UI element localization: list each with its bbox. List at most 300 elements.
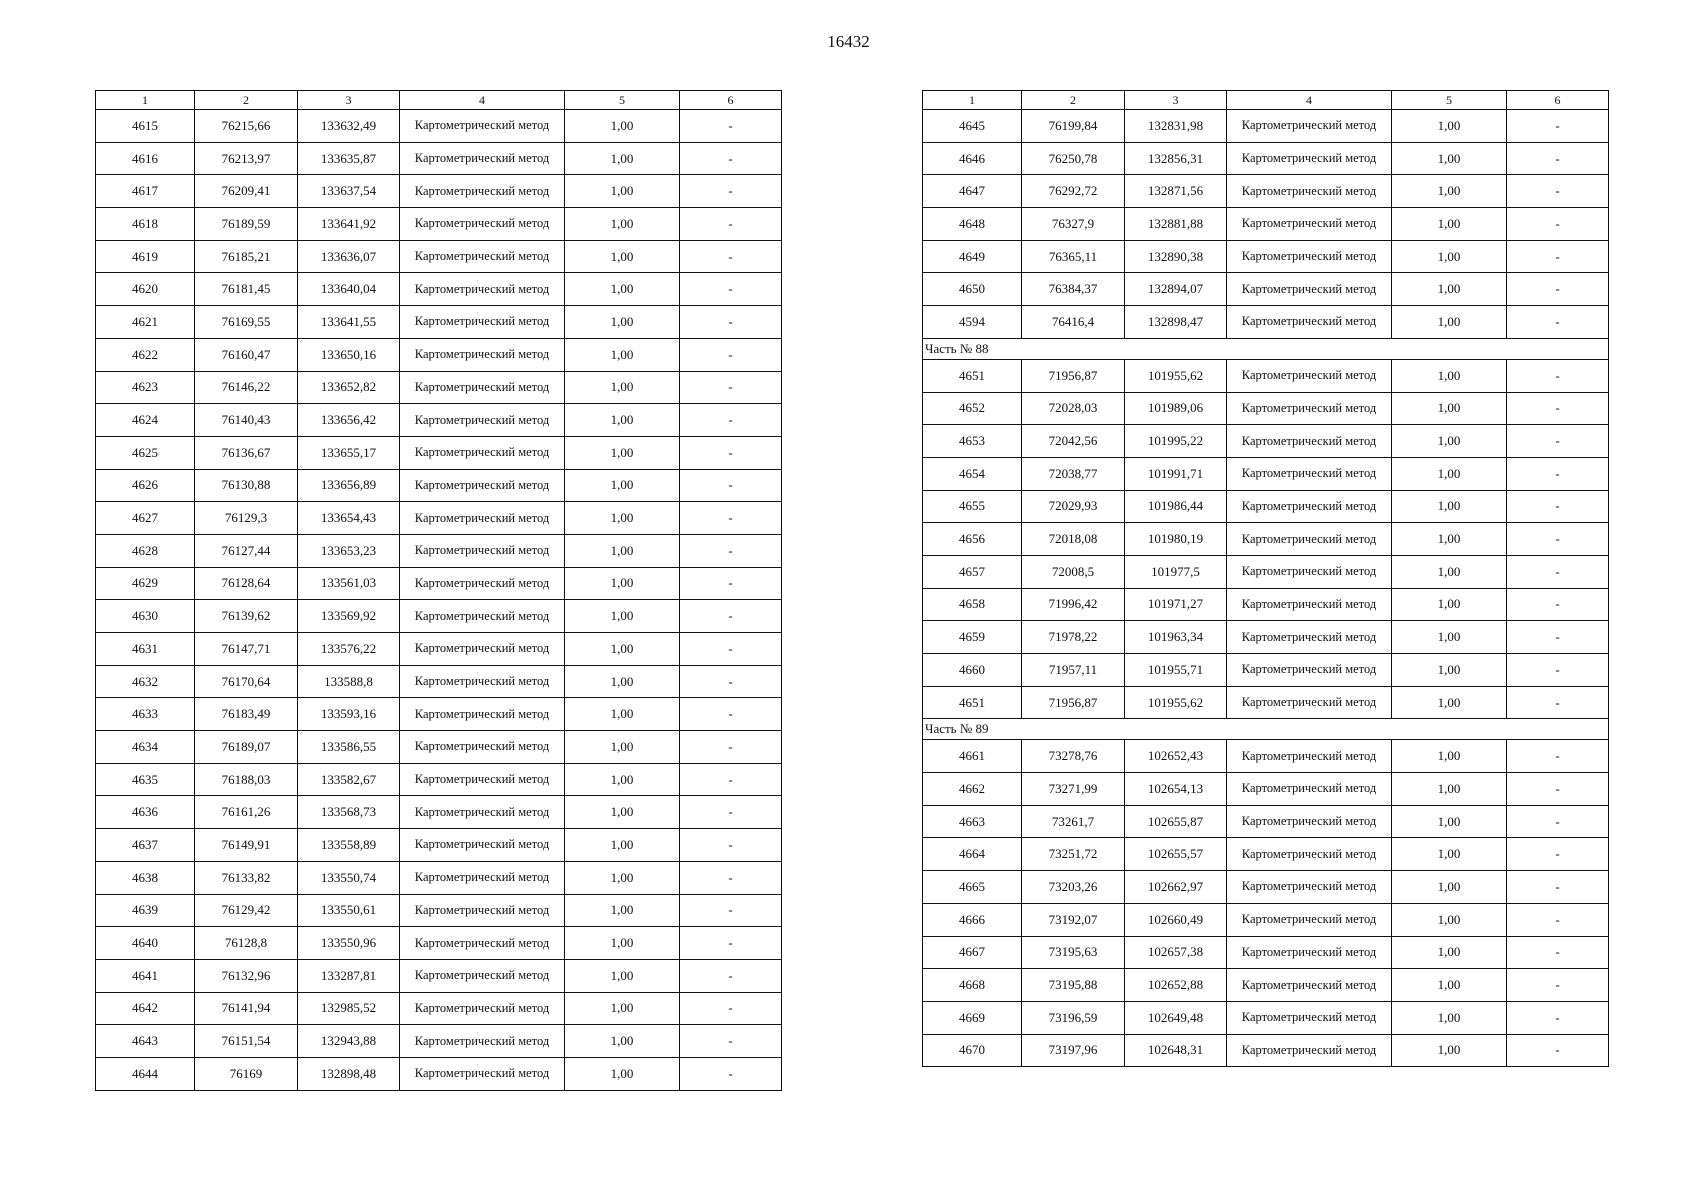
table-cell: 4650 (923, 273, 1022, 306)
table-cell: 4624 (96, 404, 195, 437)
table-cell: 76185,21 (195, 240, 298, 273)
table-row (96, 633, 782, 666)
table-cell: - (1507, 392, 1609, 425)
column-header: 2 (1022, 91, 1125, 110)
table-cell: 133550,74 (298, 861, 400, 894)
table-row (923, 392, 1609, 425)
table-cell: 1,00 (1392, 621, 1507, 654)
table-cell: Картометрический метод (1227, 457, 1392, 490)
table-cell: 133561,03 (298, 567, 400, 600)
table-cell: 132890,38 (1125, 240, 1227, 273)
table-cell: - (680, 600, 782, 633)
table-cell: 72018,08 (1022, 523, 1125, 556)
table-row (96, 763, 782, 796)
table-cell: 4645 (923, 110, 1022, 143)
table-cell: 76213,97 (195, 142, 298, 175)
table-cell: - (1507, 555, 1609, 588)
table-cell: 1,00 (1392, 588, 1507, 621)
table-cell: 4662 (923, 773, 1022, 806)
table-row (923, 969, 1609, 1002)
table-cell: 76147,71 (195, 633, 298, 666)
table-cell: - (680, 894, 782, 927)
table-cell: - (680, 829, 782, 862)
column-header: 4 (1227, 91, 1392, 110)
table-row (96, 469, 782, 502)
table-row (923, 1001, 1609, 1034)
table-cell: 4620 (96, 273, 195, 306)
table-row (96, 142, 782, 175)
table-row (923, 208, 1609, 241)
table-cell: Картометрический метод (1227, 306, 1392, 339)
table-cell: 76189,59 (195, 208, 298, 241)
table-cell: 73195,63 (1022, 936, 1125, 969)
table-cell: 4635 (96, 763, 195, 796)
table-cell: - (680, 1025, 782, 1058)
table-cell: Картометрический метод (400, 1025, 565, 1058)
table-cell: 1,00 (1392, 969, 1507, 1002)
table-cell: 101963,34 (1125, 621, 1227, 654)
table-cell: - (1507, 110, 1609, 143)
table-cell: 1,00 (565, 502, 680, 535)
table-header-row (923, 91, 1609, 110)
table-cell: - (680, 469, 782, 502)
table-cell: - (1507, 805, 1609, 838)
table-cell: 1,00 (1392, 936, 1507, 969)
table-cell: 1,00 (1392, 306, 1507, 339)
table-cell: Картометрический метод (400, 306, 565, 339)
table-cell: 132943,88 (298, 1025, 400, 1058)
table-row (923, 175, 1609, 208)
table-cell: 4621 (96, 306, 195, 339)
table-cell: 1,00 (565, 175, 680, 208)
table-cell: 101971,27 (1125, 588, 1227, 621)
table-cell: 76149,91 (195, 829, 298, 862)
table-cell: 101989,06 (1125, 392, 1227, 425)
table-cell: 1,00 (565, 404, 680, 437)
table-cell: 1,00 (1392, 208, 1507, 241)
table-cell: Картометрический метод (400, 567, 565, 600)
table-cell: 4632 (96, 665, 195, 698)
table-cell: Картометрический метод (1227, 903, 1392, 936)
table-cell: Картометрический метод (1227, 686, 1392, 719)
table-cell: Картометрический метод (400, 600, 565, 633)
table-cell: - (1507, 654, 1609, 687)
table-cell: 4637 (96, 829, 195, 862)
table-row (923, 490, 1609, 523)
table-cell: Картометрический метод (400, 665, 565, 698)
table-cell: 76151,54 (195, 1025, 298, 1058)
table-cell: 132856,31 (1125, 142, 1227, 175)
part-heading: Часть № 89 (923, 719, 1609, 740)
table-cell: 73261,7 (1022, 805, 1125, 838)
table-cell: 72028,03 (1022, 392, 1125, 425)
table-cell: 4638 (96, 861, 195, 894)
table-cell: Картометрический метод (400, 469, 565, 502)
table-cell: 76199,84 (1022, 110, 1125, 143)
table-cell: 1,00 (565, 436, 680, 469)
table-cell: Картометрический метод (400, 992, 565, 1025)
table-cell: 101977,5 (1125, 555, 1227, 588)
table-cell: 4627 (96, 502, 195, 535)
table-row (923, 805, 1609, 838)
table-cell: - (680, 142, 782, 175)
table-cell: 1,00 (565, 959, 680, 992)
table-cell: 1,00 (565, 567, 680, 600)
table-cell: - (1507, 523, 1609, 556)
table-cell: 102655,87 (1125, 805, 1227, 838)
table-cell: - (680, 273, 782, 306)
table-cell: Картометрический метод (1227, 110, 1392, 143)
table-cell: Картометрический метод (1227, 490, 1392, 523)
table-cell: 133637,54 (298, 175, 400, 208)
table-cell: - (680, 371, 782, 404)
table-cell: 4630 (96, 600, 195, 633)
table-cell: 1,00 (1392, 1001, 1507, 1034)
table-cell: Картометрический метод (400, 273, 565, 306)
table-row (923, 686, 1609, 719)
table-cell: 76132,96 (195, 959, 298, 992)
table-cell: 1,00 (1392, 838, 1507, 871)
table-cell: 133636,07 (298, 240, 400, 273)
table-cell: 4651 (923, 359, 1022, 392)
table-cell: 76136,67 (195, 436, 298, 469)
table-cell: 4640 (96, 927, 195, 960)
table-cell: 1,00 (565, 371, 680, 404)
table-cell: 4644 (96, 1057, 195, 1090)
table-row (923, 903, 1609, 936)
table-cell: Картометрический метод (400, 763, 565, 796)
table-cell: 102652,88 (1125, 969, 1227, 1002)
table-cell: 1,00 (1392, 392, 1507, 425)
column-header: 2 (195, 91, 298, 110)
table-cell: 73251,72 (1022, 838, 1125, 871)
table-cell: 4663 (923, 805, 1022, 838)
table-cell: 133588,8 (298, 665, 400, 698)
table-row (96, 273, 782, 306)
table-cell: 4664 (923, 838, 1022, 871)
table-cell: 1,00 (1392, 425, 1507, 458)
table-cell: 73271,99 (1022, 773, 1125, 806)
table-cell: 4629 (96, 567, 195, 600)
table-cell: Картометрический метод (1227, 175, 1392, 208)
table-cell: Картометрический метод (400, 338, 565, 371)
table-cell: 4641 (96, 959, 195, 992)
table-cell: - (680, 175, 782, 208)
table-row (96, 665, 782, 698)
table-row (96, 698, 782, 731)
table-cell: - (1507, 142, 1609, 175)
table-cell: 1,00 (565, 796, 680, 829)
table-cell: 4649 (923, 240, 1022, 273)
table-cell: Картометрический метод (400, 240, 565, 273)
table-cell: 4658 (923, 588, 1022, 621)
table-cell: 132871,56 (1125, 175, 1227, 208)
table-cell: - (1507, 1001, 1609, 1034)
table-cell: 4615 (96, 110, 195, 143)
table-row (96, 992, 782, 1025)
table-cell: 1,00 (565, 633, 680, 666)
table-row (923, 621, 1609, 654)
table-cell: - (1507, 306, 1609, 339)
table-cell: 72042,56 (1022, 425, 1125, 458)
table-cell: 133287,81 (298, 959, 400, 992)
table-cell: Картометрический метод (1227, 359, 1392, 392)
table-cell: - (1507, 621, 1609, 654)
table-cell: 1,00 (565, 698, 680, 731)
table-cell: Картометрический метод (1227, 740, 1392, 773)
table-cell: 132881,88 (1125, 208, 1227, 241)
table-cell: - (680, 796, 782, 829)
table-cell: 76146,22 (195, 371, 298, 404)
column-header: 6 (1507, 91, 1609, 110)
table-cell: Картометрический метод (400, 829, 565, 862)
table-cell: 4657 (923, 555, 1022, 588)
table-cell: 76141,94 (195, 992, 298, 1025)
table-cell: 133632,49 (298, 110, 400, 143)
table-row (923, 306, 1609, 339)
table-cell: 1,00 (565, 1057, 680, 1090)
table-cell: - (1507, 936, 1609, 969)
table-cell: 73278,76 (1022, 740, 1125, 773)
table-cell: Картометрический метод (400, 633, 565, 666)
table-cell: - (1507, 740, 1609, 773)
table-row (923, 142, 1609, 175)
table-cell: 132894,07 (1125, 273, 1227, 306)
table-cell: 1,00 (565, 731, 680, 764)
table-row (96, 502, 782, 535)
table-cell: 4625 (96, 436, 195, 469)
table-cell: 1,00 (1392, 273, 1507, 306)
column-header: 6 (680, 91, 782, 110)
table-row (96, 731, 782, 764)
table-cell: - (1507, 588, 1609, 621)
table-cell: 76170,64 (195, 665, 298, 698)
table-cell: Картометрический метод (1227, 425, 1392, 458)
table-cell: 71996,42 (1022, 588, 1125, 621)
table-cell: 133569,92 (298, 600, 400, 633)
table-cell: 4652 (923, 392, 1022, 425)
table-cell: - (1507, 175, 1609, 208)
table-cell: 133586,55 (298, 731, 400, 764)
table-cell: 4639 (96, 894, 195, 927)
table-cell: 1,00 (565, 665, 680, 698)
column-header: 1 (96, 91, 195, 110)
table-cell: - (680, 731, 782, 764)
table-row (923, 110, 1609, 143)
table-cell: 76169 (195, 1057, 298, 1090)
table-cell: 76128,64 (195, 567, 298, 600)
part-heading-row (923, 338, 1609, 359)
table-cell: 1,00 (565, 208, 680, 241)
table-cell: - (680, 1057, 782, 1090)
table-cell: 1,00 (565, 469, 680, 502)
table-cell: 76160,47 (195, 338, 298, 371)
table-row (96, 306, 782, 339)
table-cell: - (680, 959, 782, 992)
table-cell: - (680, 306, 782, 339)
table-row (923, 936, 1609, 969)
table-row (923, 240, 1609, 273)
table-cell: 76140,43 (195, 404, 298, 437)
table-cell: - (680, 927, 782, 960)
table-cell: 101986,44 (1125, 490, 1227, 523)
table-cell: - (1507, 425, 1609, 458)
table-cell: 1,00 (1392, 142, 1507, 175)
table-cell: 133641,92 (298, 208, 400, 241)
table-cell: - (1507, 273, 1609, 306)
table-row (923, 273, 1609, 306)
table-row (923, 838, 1609, 871)
column-header: 4 (400, 91, 565, 110)
table-cell: - (680, 633, 782, 666)
table-cell: Картометрический метод (1227, 805, 1392, 838)
table-cell: 101991,71 (1125, 457, 1227, 490)
table-cell: 76384,37 (1022, 273, 1125, 306)
table-cell: 132985,52 (298, 992, 400, 1025)
table-cell: 76129,42 (195, 894, 298, 927)
part-heading: Часть № 88 (923, 338, 1609, 359)
table-cell: - (680, 240, 782, 273)
table-cell: - (1507, 969, 1609, 1002)
table-cell: Картометрический метод (1227, 555, 1392, 588)
table-cell: 1,00 (1392, 740, 1507, 773)
table-cell: 4670 (923, 1034, 1022, 1067)
table-cell: 72029,93 (1022, 490, 1125, 523)
table-cell: 133652,82 (298, 371, 400, 404)
table-cell: 1,00 (565, 861, 680, 894)
table-cell: 4628 (96, 534, 195, 567)
table-cell: 4643 (96, 1025, 195, 1058)
table-cell: Картометрический метод (400, 371, 565, 404)
table-row (96, 436, 782, 469)
table-row (923, 773, 1609, 806)
table-cell: 133576,22 (298, 633, 400, 666)
table-cell: 4642 (96, 992, 195, 1025)
table-cell: - (1507, 773, 1609, 806)
table-cell: 76292,72 (1022, 175, 1125, 208)
table-cell: Картометрический метод (400, 502, 565, 535)
table-cell: 132831,98 (1125, 110, 1227, 143)
table-cell: 1,00 (565, 240, 680, 273)
table-cell: Картометрический метод (400, 894, 565, 927)
table-cell: 1,00 (565, 927, 680, 960)
table-cell: 4594 (923, 306, 1022, 339)
table-cell: 1,00 (1392, 686, 1507, 719)
table-cell: 73195,88 (1022, 969, 1125, 1002)
table-row (96, 829, 782, 862)
table-row (96, 338, 782, 371)
table-cell: 72008,5 (1022, 555, 1125, 588)
table-cell: 73196,59 (1022, 1001, 1125, 1034)
table-cell: - (1507, 490, 1609, 523)
table-cell: 101995,22 (1125, 425, 1227, 458)
table-cell: 4656 (923, 523, 1022, 556)
table-cell: Картометрический метод (1227, 588, 1392, 621)
table-cell: 1,00 (1392, 805, 1507, 838)
table-cell: 4633 (96, 698, 195, 731)
table-cell: 73192,07 (1022, 903, 1125, 936)
table-cell: 101980,19 (1125, 523, 1227, 556)
table-cell: 132898,47 (1125, 306, 1227, 339)
table-row (923, 588, 1609, 621)
table-cell: 76161,26 (195, 796, 298, 829)
table-cell: 1,00 (1392, 490, 1507, 523)
table-row (923, 457, 1609, 490)
table-cell: Картометрический метод (400, 927, 565, 960)
table-cell: 71957,11 (1022, 654, 1125, 687)
table-cell: - (680, 110, 782, 143)
table-cell: Картометрический метод (400, 110, 565, 143)
table-cell: Картометрический метод (400, 731, 565, 764)
coordinates-table-right (922, 90, 1609, 1067)
table-row (96, 534, 782, 567)
table-cell: 1,00 (565, 763, 680, 796)
table-cell: - (680, 567, 782, 600)
table-cell: 102649,48 (1125, 1001, 1227, 1034)
table-cell: 1,00 (1392, 110, 1507, 143)
table-cell: 4659 (923, 621, 1022, 654)
table-cell: 76133,82 (195, 861, 298, 894)
table-cell: 76127,44 (195, 534, 298, 567)
table-cell: 133650,16 (298, 338, 400, 371)
table-cell: 102648,31 (1125, 1034, 1227, 1067)
table-cell: 76189,07 (195, 731, 298, 764)
table-cell: 4616 (96, 142, 195, 175)
table-cell: 1,00 (1392, 240, 1507, 273)
column-header: 5 (565, 91, 680, 110)
table-cell: 102652,43 (1125, 740, 1227, 773)
coordinates-table-left (95, 90, 782, 1091)
table-cell: 76139,62 (195, 600, 298, 633)
table-row (96, 959, 782, 992)
table-cell: 76250,78 (1022, 142, 1125, 175)
table-cell: - (680, 404, 782, 437)
table-cell: 4655 (923, 490, 1022, 523)
table-cell: 102662,97 (1125, 871, 1227, 904)
table-cell: 133656,42 (298, 404, 400, 437)
table-cell: - (680, 208, 782, 241)
table-cell: - (1507, 359, 1609, 392)
table-cell: 4669 (923, 1001, 1022, 1034)
table-cell: Картометрический метод (400, 142, 565, 175)
table-cell: 133641,55 (298, 306, 400, 339)
table-cell: Картометрический метод (1227, 621, 1392, 654)
table-cell: Картометрический метод (400, 698, 565, 731)
table-cell: 4661 (923, 740, 1022, 773)
table-cell: - (680, 436, 782, 469)
table-cell: 73197,96 (1022, 1034, 1125, 1067)
table-cell: 1,00 (565, 142, 680, 175)
table-cell: 1,00 (1392, 555, 1507, 588)
column-header: 5 (1392, 91, 1507, 110)
part-heading-row (923, 719, 1609, 740)
table-cell: 4636 (96, 796, 195, 829)
table-cell: 133593,16 (298, 698, 400, 731)
table-cell: 133550,61 (298, 894, 400, 927)
table-cell: 76128,8 (195, 927, 298, 960)
table-cell: - (1507, 871, 1609, 904)
table-cell: Картометрический метод (400, 175, 565, 208)
table-row (96, 927, 782, 960)
table-row (96, 404, 782, 437)
table-cell: Картометрический метод (1227, 654, 1392, 687)
table-cell: 101955,62 (1125, 359, 1227, 392)
table-cell: - (1507, 457, 1609, 490)
table-cell: 76209,41 (195, 175, 298, 208)
table-cell: 1,00 (1392, 654, 1507, 687)
table-row (96, 894, 782, 927)
table-cell: 76365,11 (1022, 240, 1125, 273)
